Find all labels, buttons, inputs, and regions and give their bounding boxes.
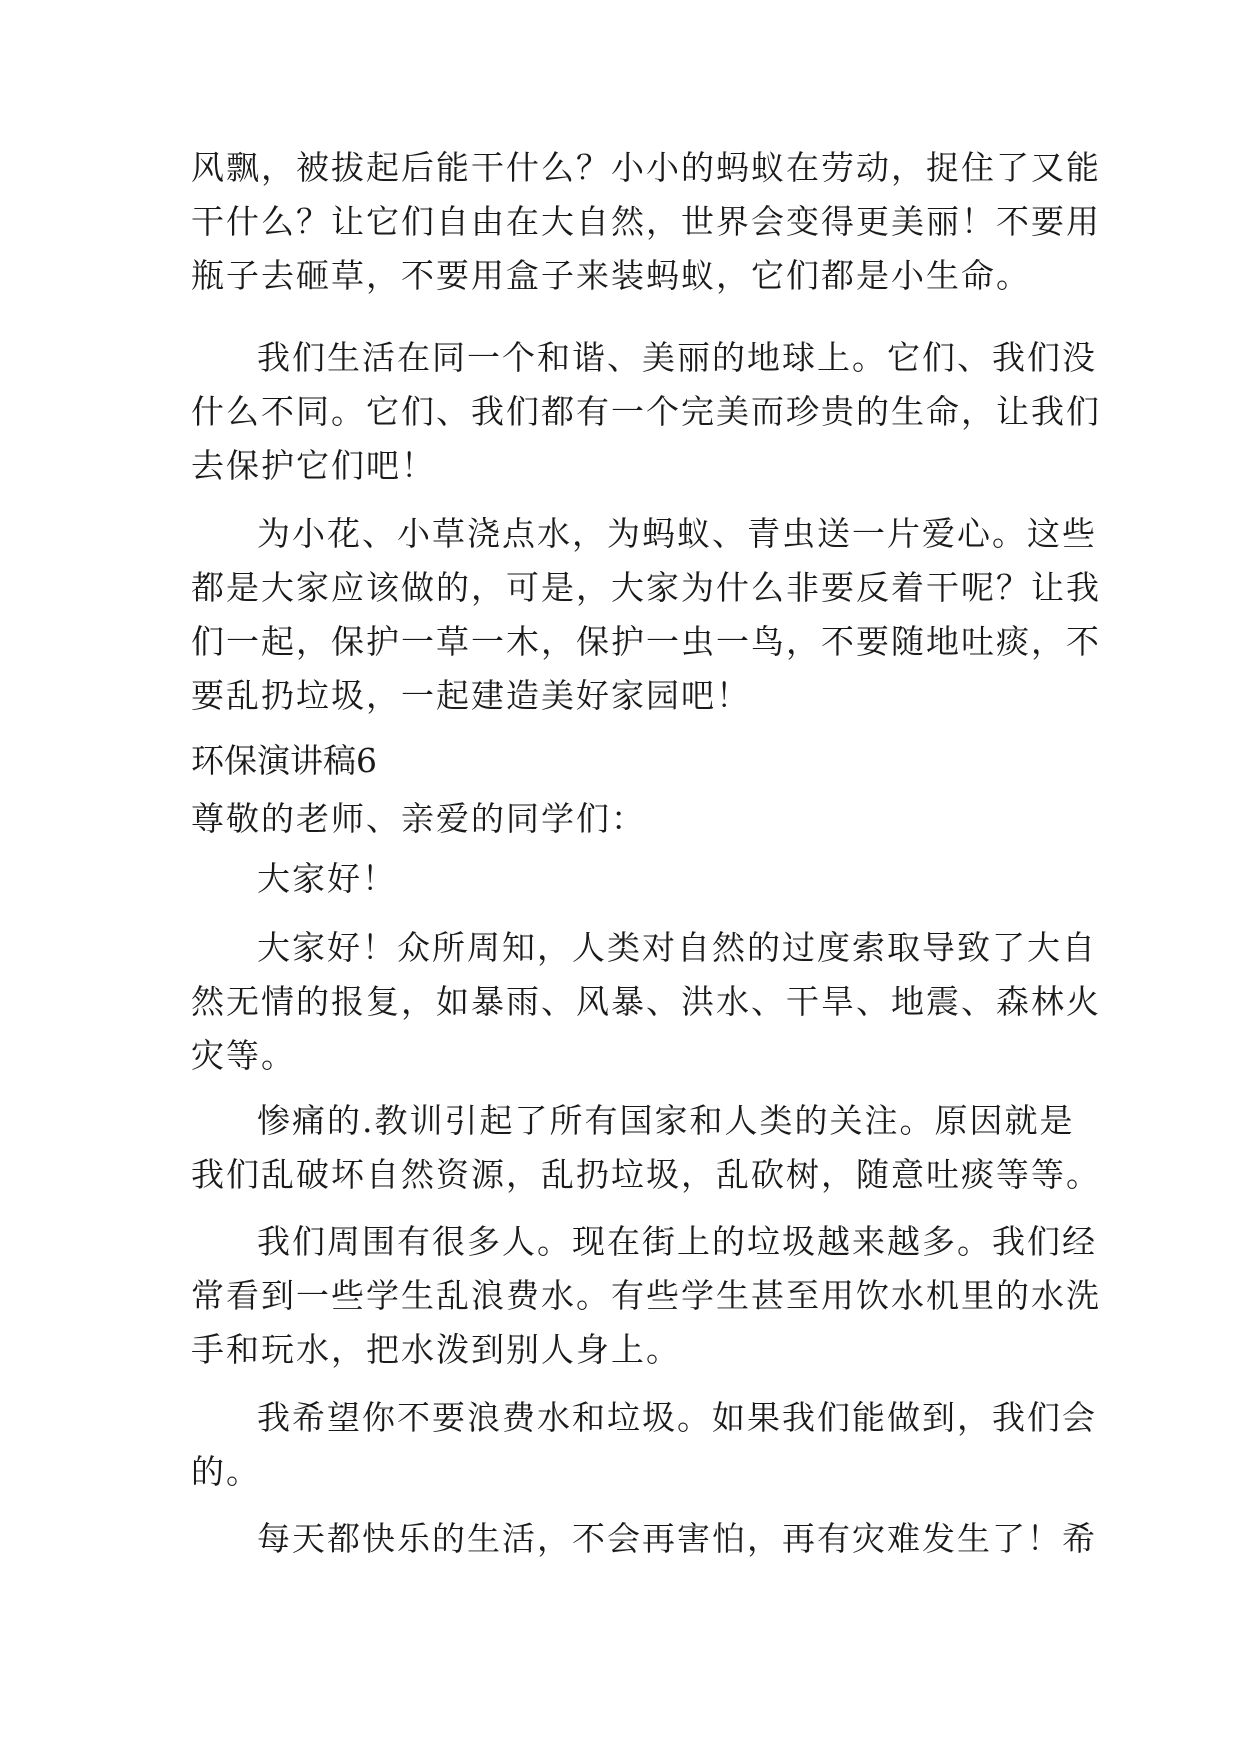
paragraph-line: 我们生活在同一个和谐、美丽的地球上。它们、我们没: [257, 338, 1097, 377]
paragraph-line: 为小花、小草浇点水，为蚂蚁、青虫送一片爱心。这些: [257, 514, 1097, 553]
paragraph-line: 我们周围有很多人。现在街上的垃圾越来越多。我们经: [257, 1222, 1097, 1261]
paragraph-line: 常看到一些学生乱浪费水。有些学生甚至用饮水机里的水洗: [191, 1276, 1101, 1315]
paragraph-line: 什么不同。它们、我们都有一个完美而珍贵的生命，让我们: [191, 392, 1101, 431]
paragraph-line: 手和玩水，把水泼到别人身上。: [191, 1330, 681, 1369]
paragraph-line: 惨痛的.教训引起了所有国家和人类的关注。原因就是: [257, 1101, 1075, 1140]
paragraph-line: 要乱扔垃圾，一起建造美好家园吧！: [191, 676, 751, 715]
paragraph-line: 我希望你不要浪费水和垃圾。如果我们能做到，我们会: [257, 1398, 1097, 1437]
paragraph-line: 的。: [191, 1452, 261, 1491]
paragraph-line: 都是大家应该做的，可是，大家为什么非要反着干呢？让我: [191, 568, 1101, 607]
paragraph-line: 每天都快乐的生活，不会再害怕，再有灾难发生了！希: [257, 1519, 1097, 1558]
paragraph-line: 然无情的报复，如暴雨、风暴、洪水、干旱、地震、森林火: [191, 982, 1101, 1021]
section-heading: 环保演讲稿6: [191, 741, 377, 780]
paragraph-line: 大家好！众所周知，人类对自然的过度索取导致了大自: [257, 928, 1097, 967]
paragraph-line: 灾等。: [191, 1036, 296, 1075]
salutation: 尊敬的老师、亲爱的同学们：: [191, 799, 646, 838]
paragraph-line: 风飘，被拔起后能干什么？小小的蚂蚁在劳动，捉住了又能: [191, 148, 1101, 187]
paragraph-line: 干什么？让它们自由在大自然，世界会变得更美丽！不要用: [191, 202, 1101, 241]
paragraph-line: 我们乱破坏自然资源，乱扔垃圾，乱砍树，随意吐痰等等。: [191, 1155, 1101, 1194]
paragraph-line: 们一起，保护一草一木，保护一虫一鸟，不要随地吐痰，不: [191, 622, 1101, 661]
paragraph-line: 去保护它们吧！: [191, 446, 436, 485]
greeting: 大家好！: [257, 859, 397, 898]
paragraph-line: 瓶子去砸草，不要用盒子来装蚂蚁，它们都是小生命。: [191, 256, 1031, 295]
